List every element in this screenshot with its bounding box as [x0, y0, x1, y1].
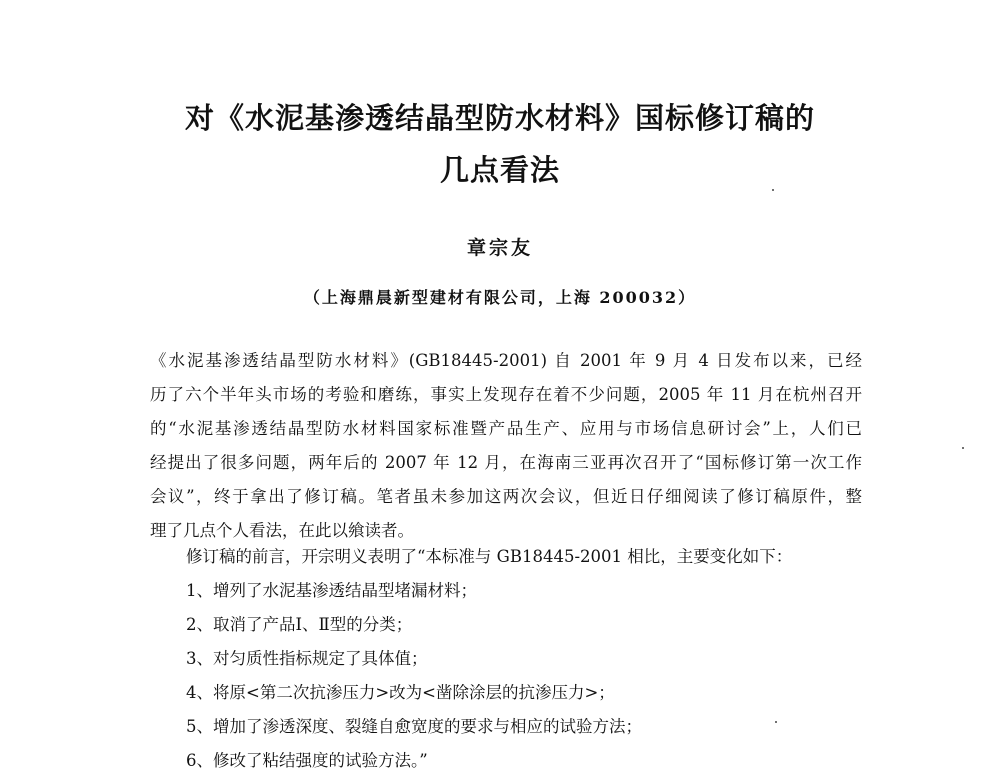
scan-speck — [772, 189, 774, 191]
paragraph-line: 《水泥基渗透结晶型防水材料》(GB18445-2001) 自 2001 年 9 月 4 日发布以来，已经 — [150, 351, 862, 370]
list-item: 5、增加了渗透深度、裂缝自愈宽度的要求与相应的试验方法； — [186, 717, 642, 736]
list-item: 3、对匀质性指标规定了具体值； — [186, 649, 428, 668]
paragraph-line: 会议”，终于拿出了修订稿。笔者虽未参加这两次会议，但近日仔细阅读了修订稿原件，整 — [150, 487, 862, 506]
paragraph-line: 理了几点个人看法，在此以飨读者。 — [150, 521, 414, 540]
author-affiliation: （上海鼎晨新型建材有限公司，上海 200032） — [303, 288, 697, 307]
document-title-line-1: 对《水泥基渗透结晶型防水材料》国标修订稿的 — [184, 101, 815, 135]
list-item: 2、取消了产品Ⅰ、Ⅱ型的分类； — [186, 615, 413, 634]
list-item: 4、将原<第二次抗渗压力>改为<凿除涂层的抗渗压力>； — [186, 683, 615, 702]
paragraph-line: 经提出了很多问题，两年后的 2007 年 12 月，在海南三亚再次召开了“国标修订第一次工作 — [150, 453, 862, 472]
body-paragraph-1 — [150, 344, 862, 548]
list-item: 6、修改了粘结强度的试验方法。” — [186, 751, 428, 770]
document-title-line-2: 几点看法 — [439, 153, 560, 187]
changes-intro: 修订稿的前言，开宗明义表明了“本标准与 GB18445-2001 相比，主要变化如下： — [186, 547, 793, 566]
scan-speck — [962, 447, 964, 449]
scan-speck — [775, 721, 777, 723]
paragraph-line: 的“水泥基渗透结晶型防水材料国家标准暨产品生产、应用与市场信息研讨会”上，人们已 — [150, 419, 862, 438]
list-item: 1、增列了水泥基渗透结晶型堵漏材料； — [186, 581, 477, 600]
paragraph-line: 历了六个半年头市场的考验和磨练，事实上发现存在着不少问题，2005 年 11 月在杭州召开 — [150, 385, 862, 404]
author-name: 章宗友 — [466, 237, 533, 259]
